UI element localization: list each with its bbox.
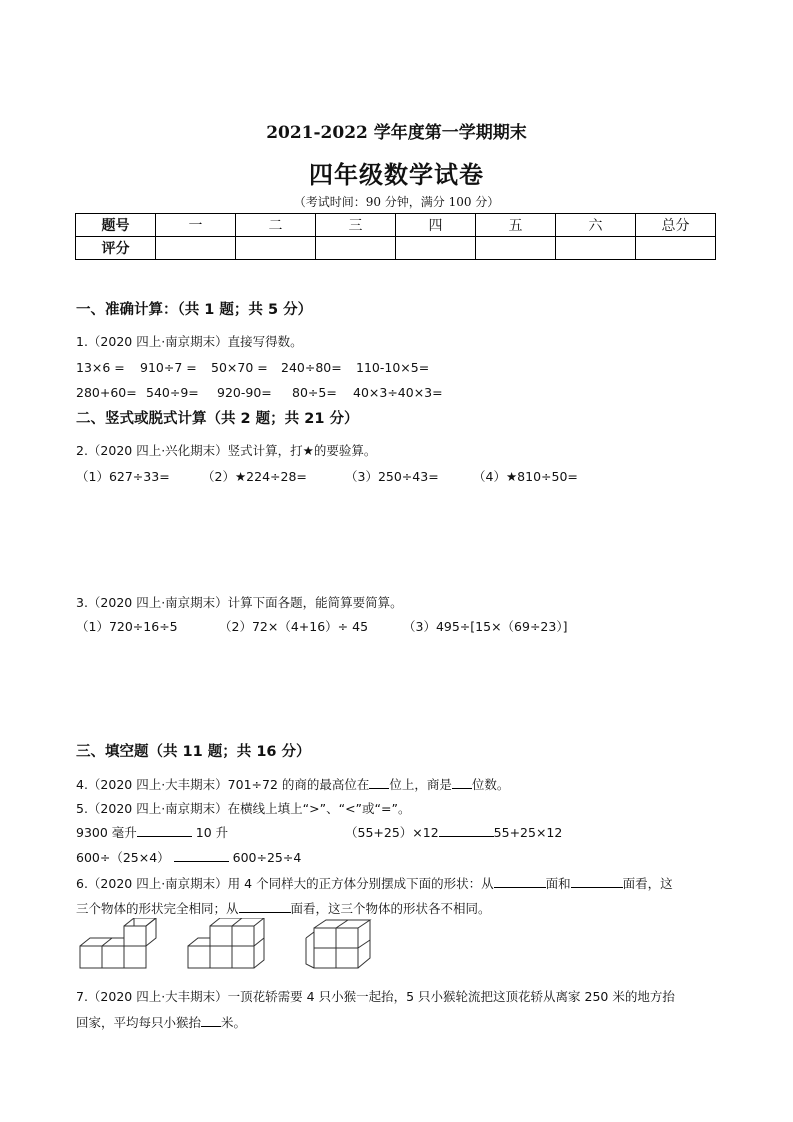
score-cell-empty[interactable]: [236, 237, 316, 260]
score-cell-empty[interactable]: [316, 237, 396, 260]
answer-blank[interactable]: [439, 824, 494, 837]
exam-title-year: 2021-2022 学年度第一学期期末: [266, 123, 527, 143]
question-prompt: 2.（2020 四上·兴化期末）竖式计算，打★的要验算。: [76, 443, 377, 458]
question-text: 面和: [545, 876, 571, 891]
calc-item: （1）720÷16÷5: [76, 619, 178, 634]
calc-item: 80÷5=: [292, 385, 337, 400]
question-6-line1: [76, 874, 673, 892]
score-cell-header: 六: [556, 214, 636, 237]
compare-item: [76, 848, 301, 866]
score-cell-empty[interactable]: [156, 237, 236, 260]
question-prompt: 3.（2020 四上·南京期末）计算下面各题，能简算要简算。: [76, 595, 403, 610]
question-7-line2: [76, 1013, 246, 1031]
answer-blank[interactable]: [369, 776, 389, 789]
question-6-line2: [76, 899, 491, 917]
question-text: 4.（2020 四上·大丰期末）701÷72 的商的最高位在: [76, 777, 370, 792]
answer-blank[interactable]: [571, 875, 623, 888]
calc-item: 110-10×5=: [356, 360, 430, 375]
calc-item: （4）★810÷50=: [473, 469, 578, 484]
score-table-score-row: [76, 237, 716, 260]
score-cell-empty[interactable]: [476, 237, 556, 260]
score-cell-header: 二: [236, 214, 316, 237]
calc-item: 540÷9=: [146, 385, 199, 400]
compare-left: 600÷（25×4）: [76, 850, 170, 865]
question-text: 位上，商是: [389, 777, 452, 792]
calc-item: 920-90=: [217, 385, 272, 400]
calc-item: （2）★224÷28=: [202, 469, 307, 484]
compare-item: [345, 823, 562, 841]
score-cell-empty[interactable]: [396, 237, 476, 260]
cube-figure-1: [80, 918, 156, 968]
calc-item: （3）250÷43=: [345, 469, 439, 484]
question-text: 6.（2020 四上·南京期末）用 4 个同样大的正方体分别摆成下面的形状：从: [76, 876, 494, 891]
calc-item: 40×3÷40×3=: [353, 385, 443, 400]
calc-item: 910÷7 =: [140, 360, 197, 375]
score-cell-label: 评分: [76, 237, 156, 260]
score-cell-label: 题号: [76, 214, 156, 237]
score-cell-header: 三: [316, 214, 396, 237]
score-table: [75, 213, 716, 260]
score-cell-header: 五: [476, 214, 556, 237]
question-text: 位数。: [471, 777, 510, 792]
calc-item: （1）627÷33=: [76, 469, 170, 484]
compare-left: （55+25）×12: [345, 825, 439, 840]
question-text: 三个物体的形状完全相同；从: [76, 901, 239, 916]
compare-right: 10 升: [195, 825, 229, 840]
calc-item: （2）72×（4+16）÷ 45: [219, 619, 369, 634]
section-heading: 二、竖式或脱式计算（共 2 题；共 21 分）: [76, 411, 359, 427]
cube-figure-3: [306, 920, 370, 968]
compare-item: [76, 823, 228, 841]
question-text: 面看，这三个物体的形状各不相同。: [290, 901, 491, 916]
answer-blank[interactable]: [137, 824, 192, 837]
exam-subtitle: （考试时间：90 分钟，满分 100 分）: [293, 195, 500, 209]
score-cell-header: 一: [156, 214, 236, 237]
question-text: 面看，这: [622, 876, 673, 891]
question-prompt: 5.（2020 四上·南京期末）在横线上填上“>”、“<”或“=”。: [76, 801, 411, 816]
calc-item: 13×6 =: [76, 360, 125, 375]
section-heading: 一、准确计算：（共 1 题；共 5 分）: [76, 302, 313, 318]
answer-blank[interactable]: [494, 875, 546, 888]
score-table-header-row: [76, 214, 716, 237]
answer-blank[interactable]: [452, 776, 472, 789]
calc-item: （3）495÷[15×（69÷23）]: [403, 619, 568, 634]
question-4: [76, 775, 509, 793]
compare-right: 55+25×12: [493, 825, 563, 840]
answer-blank[interactable]: [201, 1014, 221, 1027]
compare-left: 9300 毫升: [76, 825, 137, 840]
calc-item: 280+60=: [76, 385, 137, 400]
cube-figure-2: [188, 918, 264, 968]
question-text: 米。: [221, 1015, 247, 1030]
calc-item: 50×70 =: [211, 360, 268, 375]
compare-right: 600÷25÷4: [232, 850, 302, 865]
score-cell-header: 四: [396, 214, 476, 237]
question-7-line1: 7.（2020 四上·大丰期末）一顶花轿需要 4 只小猴一起抬，5 只小猴轮流把这顶花轿从离家 250 米的地方抬: [76, 989, 675, 1004]
exam-title-subject: 四年级数学试卷: [309, 160, 484, 189]
score-cell-empty[interactable]: [556, 237, 636, 260]
calc-item: 240÷80=: [281, 360, 342, 375]
score-cell-header: 总分: [636, 214, 716, 237]
question-text: 回家，平均每只小猴抬: [76, 1015, 202, 1030]
cube-figures: [76, 918, 396, 973]
answer-blank[interactable]: [239, 900, 291, 913]
score-cell-empty[interactable]: [636, 237, 716, 260]
section-heading: 三、填空题（共 11 题；共 16 分）: [76, 744, 311, 760]
question-prompt: 1.（2020 四上·南京期末）直接写得数。: [76, 334, 303, 349]
answer-blank[interactable]: [174, 849, 229, 862]
